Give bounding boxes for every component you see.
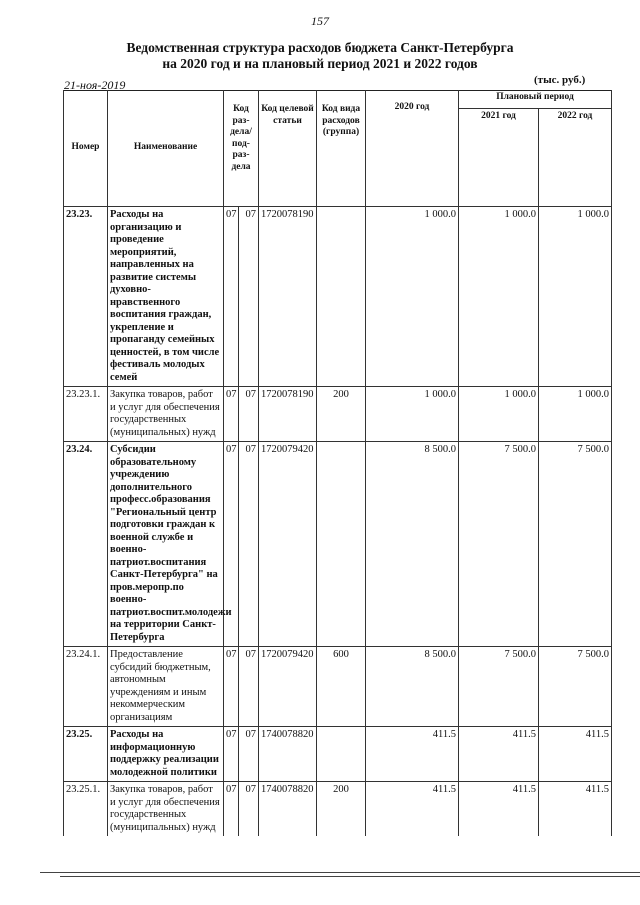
header-2020: 2020 год (366, 90, 459, 207)
row-2022: 1 000.0 (539, 387, 612, 442)
row-2021: 411.5 (459, 727, 539, 782)
table-row (64, 442, 612, 647)
row-2021: 1 000.0 (459, 207, 539, 387)
row-section: 07 (224, 782, 239, 837)
units-label: (тыс. руб.) (534, 74, 586, 86)
header-2021: 2021 год (459, 109, 539, 207)
document-title (0, 40, 640, 72)
row-number: 23.24.1. (64, 647, 108, 727)
row-name: Предоставление субсидий бюджетным, автономным учреждениям и иным некоммерческим организациям (108, 647, 224, 727)
title-line-1: Ведомственная структура расходов бюджета Санкт-Петербурга (126, 40, 514, 55)
row-expense-type (317, 727, 366, 782)
row-2022: 7 500.0 (539, 442, 612, 647)
row-2020: 1 000.0 (366, 387, 459, 442)
row-name: Субсидии образовательному учреждению дополнительного професс.образования "Региональный центр подготовки граждан к военной службе и военно-патриот.воспитания Санкт-Петербурга" на пров.меропр.по военно-патриот.воспит.молодежи на территории Санкт-Петербурга (108, 442, 224, 647)
row-2020: 411.5 (366, 727, 459, 782)
row-section: 07 (224, 442, 239, 647)
row-number: 23.23.1. (64, 387, 108, 442)
row-subsection: 07 (239, 647, 259, 727)
budget-table (63, 90, 612, 836)
row-target: 1720078190 (259, 387, 317, 442)
row-subsection: 07 (239, 442, 259, 647)
header-2022: 2022 год (539, 109, 612, 207)
page-number: 157 (311, 14, 329, 28)
header-expense-type: Код вида расходов (группа) (317, 90, 366, 207)
row-target: 1740078820 (259, 727, 317, 782)
title-line-2: на 2020 год и на плановый период 2021 и 2022 годов (162, 56, 478, 71)
header-name: Наименование (108, 90, 224, 207)
row-section: 07 (224, 207, 239, 387)
table-row (64, 647, 612, 727)
row-section: 07 (224, 727, 239, 782)
row-2020: 1 000.0 (366, 207, 459, 387)
row-2020: 411.5 (366, 782, 459, 837)
header-planning-period: Плановый период (459, 90, 612, 109)
row-target: 1720079420 (259, 647, 317, 727)
row-2021: 7 500.0 (459, 647, 539, 727)
row-2022: 7 500.0 (539, 647, 612, 727)
row-number: 23.25. (64, 727, 108, 782)
row-target: 1740078820 (259, 782, 317, 837)
table-row (64, 727, 612, 782)
header-section: Код раз-дела/ под-раз-дела (224, 90, 259, 207)
row-2021: 411.5 (459, 782, 539, 837)
row-subsection: 07 (239, 207, 259, 387)
row-2022: 411.5 (539, 727, 612, 782)
row-section: 07 (224, 647, 239, 727)
row-name: Расходы на организацию и проведение мероприятий, направленных на развитие системы духовно-нравственного воспитания граждан, укрепление и пропаганду семейных ценностей, в том числе фестиваль молодых семей (108, 207, 224, 387)
page-bottom-rule (40, 872, 640, 873)
row-2020: 8 500.0 (366, 647, 459, 727)
row-name: Расходы на информационную поддержку реализации молодежной политики (108, 727, 224, 782)
row-2020: 8 500.0 (366, 442, 459, 647)
document-date: 21-ноя-2019 (64, 78, 126, 92)
row-expense-type: 200 (317, 782, 366, 837)
row-number: 23.24. (64, 442, 108, 647)
row-2021: 1 000.0 (459, 387, 539, 442)
table-row (64, 387, 612, 442)
row-expense-type (317, 442, 366, 647)
row-target: 1720079420 (259, 442, 317, 647)
table-row (64, 207, 612, 387)
row-2022: 411.5 (539, 782, 612, 837)
header-target: Код целевой статьи (259, 90, 317, 207)
row-subsection: 07 (239, 387, 259, 442)
row-name: Закупка товаров, работ и услуг для обеспечения государственных (муниципальных) нужд (108, 387, 224, 442)
row-subsection: 07 (239, 782, 259, 837)
row-2022: 1 000.0 (539, 207, 612, 387)
row-number: 23.23. (64, 207, 108, 387)
row-expense-type: 600 (317, 647, 366, 727)
row-number: 23.25.1. (64, 782, 108, 837)
header-number: Номер (64, 90, 108, 207)
row-section: 07 (224, 387, 239, 442)
table-header-row (64, 90, 612, 109)
row-expense-type: 200 (317, 387, 366, 442)
page-bottom-rule-2 (60, 876, 640, 877)
row-2021: 7 500.0 (459, 442, 539, 647)
row-expense-type (317, 207, 366, 387)
table-row (64, 782, 612, 837)
row-subsection: 07 (239, 727, 259, 782)
row-name: Закупка товаров, работ и услуг для обеспечения государственных (муниципальных) нужд (108, 782, 224, 837)
row-target: 1720078190 (259, 207, 317, 387)
